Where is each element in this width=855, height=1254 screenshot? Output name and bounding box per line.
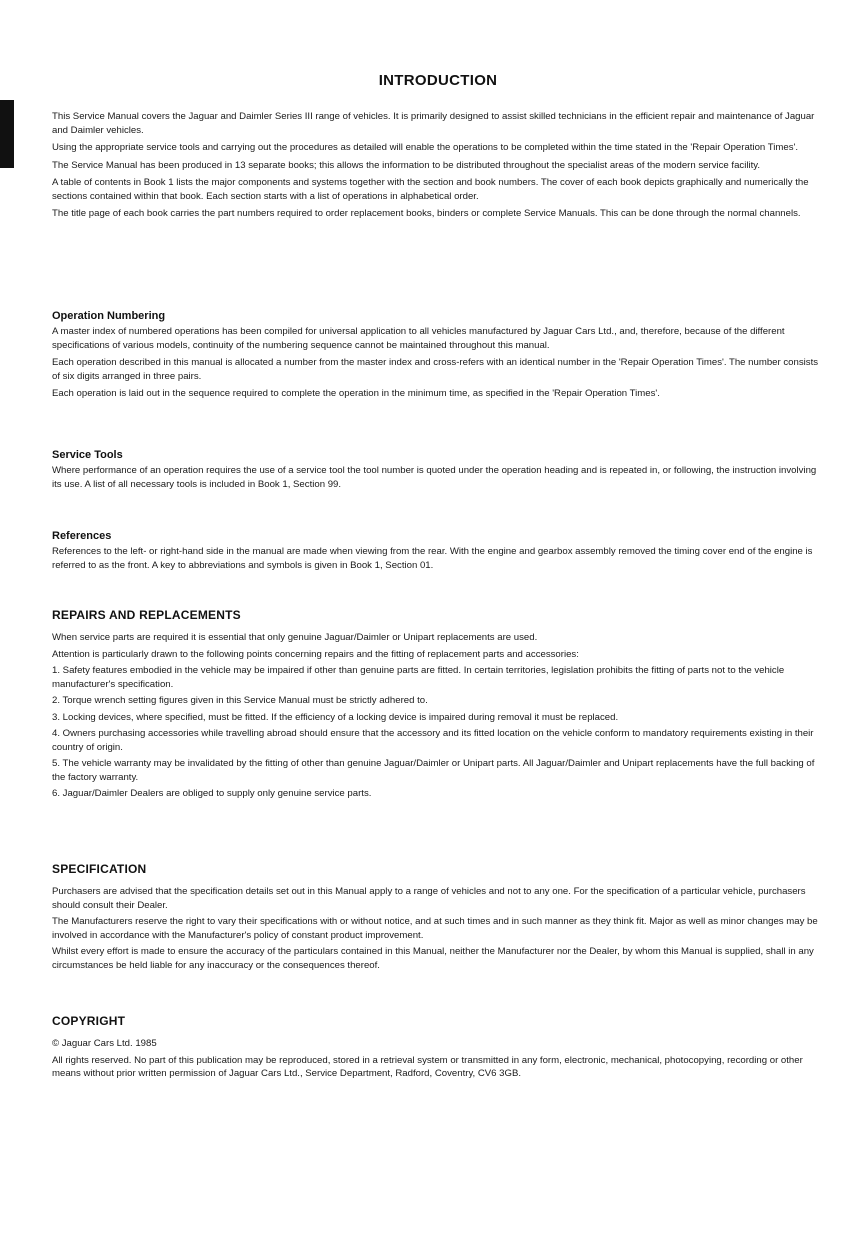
section-paragraph: Purchasers are advised that the specification details set out in this Manual apply to a range of vehicles and not to any one. For the specification of a particular vehicle, purchasers should consult their Dealer.: [52, 886, 806, 911]
section-heading: SPECIFICATION: [52, 862, 147, 876]
intro-paragraph: The title page of each book carries the part numbers required to order replacement books, binders or complete Service Manuals. This can be done through the normal channels.: [52, 208, 801, 219]
section-paragraph: Each operation described in this manual is allocated a number from the master index and cross-refers with an identical number in the 'Repair Operation Times'. The number consists of six digits arranged in three pairs.: [52, 357, 819, 382]
list-item: 1. Safety features embodied in the vehicle may be impaired if other than genuine parts are fitted. In certain territories, legislation prohibits the fitting of parts not to the vehicle manufacturer's specification.: [52, 665, 785, 690]
section-paragraph: Where performance of an operation requires the use of a service tool the tool number is quoted under the operation heading and is repeated in, or following, the instruction involving its use. A list of all necessary tools is included in Book 1, Section 99.: [52, 465, 817, 490]
list-item: 5. The vehicle warranty may be invalidated by the fitting of other than genuine Jaguar/Daimler or Unipart parts. All Jaguar/Daimler and Unipart replacements have the full backing of the factory warranty.: [52, 758, 815, 783]
intro-section: [52, 110, 824, 225]
section-tab-marker: [0, 100, 14, 168]
operation-numbering-section: [52, 310, 824, 405]
section-heading: REPAIRS AND REPLACEMENTS: [52, 608, 241, 622]
list-item: 2. Torque wrench setting figures given in this Service Manual must be strictly adhered to.: [52, 695, 428, 706]
service-tools-section: [52, 449, 824, 495]
list-item: 3. Locking devices, where specified, must be fitted. If the efficiency of a locking device is impaired during removal it must be replaced.: [52, 711, 619, 723]
intro-paragraph: Using the appropriate service tools and carrying out the procedures as detailed will enable the operations to be completed within the time stated in the 'Repair Operation Times'.: [52, 142, 798, 153]
intro-paragraph: A table of contents in Book 1 lists the major components and systems together with the section and book numbers. The cover of each book depicts graphically and numerically the sections contained within that book. Each section starts with a list of operations in alphabetical order.: [52, 177, 809, 202]
intro-paragraph: The Service Manual has been produced in 13 separate books; this allows the information to be distributed throughout the specialist areas of the modern service facility.: [52, 159, 761, 171]
list-item: 6. Jaguar/Daimler Dealers are obliged to supply only genuine service parts.: [52, 788, 372, 799]
section-paragraph: Attention is particularly drawn to the following points concerning repairs and the fitting of replacement parts and accessories:: [52, 648, 579, 660]
section-heading: Operation Numbering: [52, 310, 166, 322]
list-item: 4. Owners purchasing accessories while travelling abroad should ensure that the accessory and its fitted location on the vehicle conform to mandatory requirements existing in their country of origin.: [52, 728, 814, 753]
section-paragraph: The Manufacturers reserve the right to vary their specifications with or without notice, and at such times and in such manner as they think fit. Major as well as minor changes may be involved in accordance with the Manufacturer's policy of constant product improvement.: [52, 916, 818, 941]
specification-section: [52, 862, 824, 975]
section-paragraph: Each operation is laid out in the sequence required to complete the operation in the minimum time, as specified in the 'Repair Operation Times'.: [52, 388, 660, 399]
copyright-notice: © Jaguar Cars Ltd. 1985: [52, 1038, 157, 1049]
references-section: [52, 530, 824, 576]
page-title: INTRODUCTION: [378, 72, 498, 89]
section-paragraph: When service parts are required it is essential that only genuine Jaguar/Daimler or Unipart replacements are used.: [52, 632, 538, 643]
section-paragraph: A master index of numbered operations has been compiled for universal application to all vehicles manufactured by Jaguar Cars Ltd., and, therefore, because of the different specifications of various models, continuity of the numbering sequence cannot be maintained throughout this manual.: [52, 326, 785, 351]
section-paragraph: All rights reserved. No part of this publication may be reproduced, stored in a retrieval system or transmitted in any form, electronic, mechanical, photocopying, recording or other means without prior written permission of Jaguar Cars Ltd., Service Department, Radford, Coventry, CV6 3GB.: [52, 1054, 803, 1079]
section-paragraph: References to the left- or right-hand side in the manual are made when viewing from the rear. With the engine and gearbox assembly removed the timing cover end of the engine is referred to as the front. A key to abbreviations and symbols is given in Book 1, Section 01.: [52, 546, 813, 571]
copyright-section: [52, 1014, 824, 1084]
intro-paragraph: This Service Manual covers the Jaguar and Daimler Series III range of vehicles. It is primarily designed to assist skilled technicians in the efficient repair and maintenance of Jaguar and Daimler vehicles.: [52, 111, 815, 136]
repairs-section: [52, 608, 824, 804]
section-heading: COPYRIGHT: [52, 1014, 126, 1028]
section-heading: References: [52, 530, 112, 542]
section-paragraph: Whilst every effort is made to ensure the accuracy of the particulars contained in this Manual, neither the Manufacturer nor the Dealer, by whom this Manual is supplied, shall in any circumstances be held liable for any inaccuracy or the consequences thereof.: [52, 946, 814, 971]
section-heading: Service Tools: [52, 449, 123, 461]
